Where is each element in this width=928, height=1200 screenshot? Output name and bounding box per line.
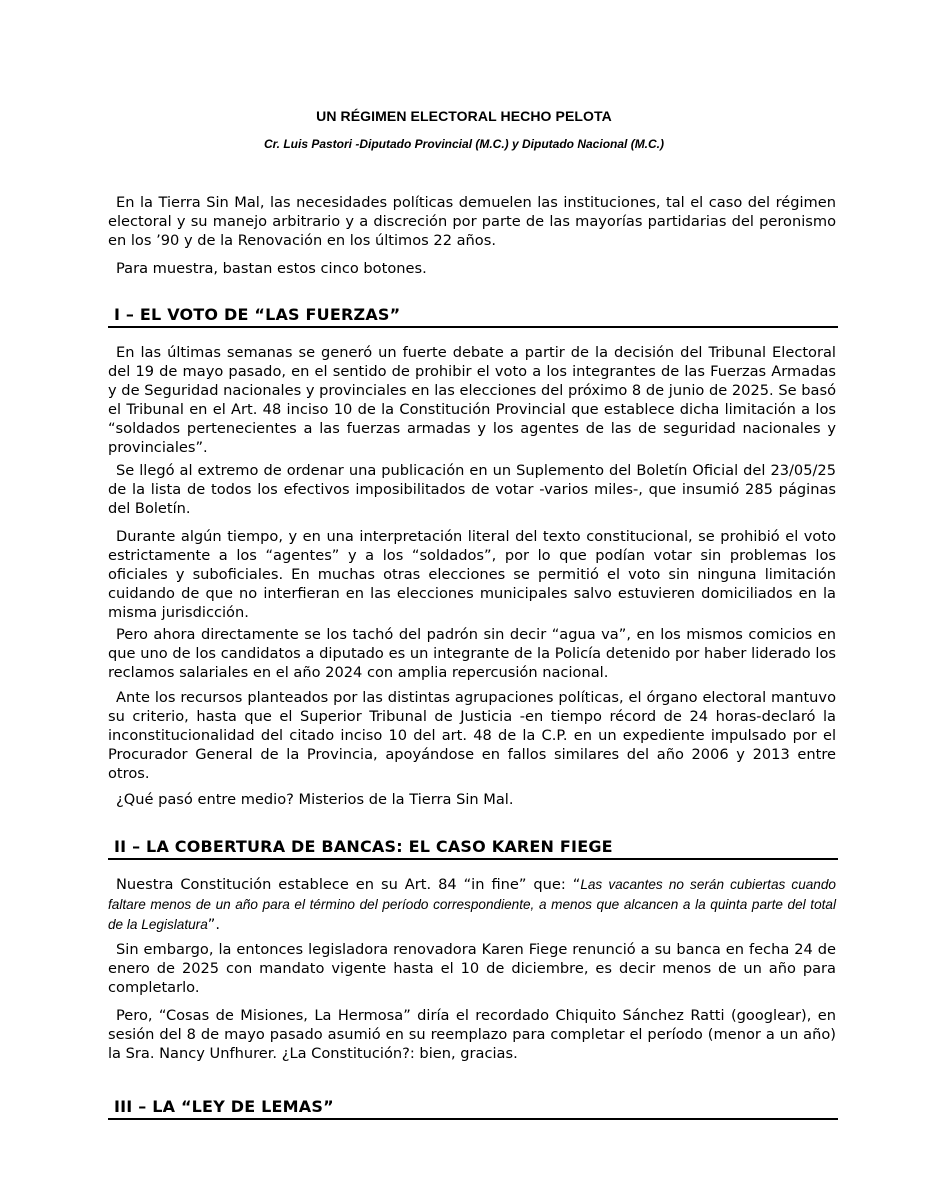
intro-paragraph-1: En la Tierra Sin Mal, las necesidades políticas demuelen las instituciones, tal el caso del régimen electoral y su manejo arbitrario y a discreción por parte de las mayorías partidarias del peronismo en los ’90 y de la Renovación en los últimos 22 años.	[108, 194, 836, 249]
section-2-paragraph-3: Pero, “Cosas de Misiones, La Hermosa” diría el recordado Chiquito Sánchez Ratti (googlear), en sesión del 8 de mayo pasado asumió en su reemplazo para completar el período (menor a un año) la Sra. Nancy Unfhurer. ¿La Constitución?: bien, gracias.	[108, 1007, 836, 1062]
section-2-paragraph-1	[108, 875, 836, 935]
section-1-paragraph-4: Pero ahora directamente se los tachó del padrón sin decir “agua va”, en los mismos comicios en que uno de los candidatos a diputado es un integrante de la Policía detenido por haber liderado los reclamos salariales en el año 2024 con amplia repercusión nacional.	[108, 626, 836, 681]
document-title: UN RÉGIMEN ELECTORAL HECHO PELOTA	[316, 108, 612, 124]
section-2-rule	[108, 858, 838, 860]
section-1-rule	[108, 326, 838, 328]
section-1-paragraph-3: Durante algún tiempo, y en una interpretación literal del texto constitucional, se prohibió el voto estrictamente a los “agentes” y a los “soldados”, por lo que podían votar sin problemas los oficiales y suboficiales. En muchas otras elecciones se permitió el voto sin ninguna limitación cuidando de que no interfieran en las elecciones municipales salvo estuvieren domiciliados en la misma jurisdicción.	[108, 528, 836, 621]
section-2-quote-close: ”.	[207, 916, 220, 933]
section-2-paragraph-2: Sin embargo, la entonces legisladora renovadora Karen Fiege renunció a su banca en fecha 24 de enero de 2025 con mandato vigente hasta el 10 de diciembre, es decir menos de un año para completarlo.	[108, 941, 836, 996]
section-2-lead-text: Nuestra Constitución establece en su Art. 84 “in fine” que: “	[116, 876, 581, 893]
section-1-paragraph-2: Se llegó al extremo de ordenar una publicación en un Suplemento del Boletín Oficial del 23/05/25 de la lista de todos los efectivos imposibilitados de votar -varios miles-, que insumió 285 páginas del Boletín.	[108, 462, 836, 517]
section-2-heading: II – LA COBERTURA DE BANCAS: EL CASO KAREN FIEGE	[114, 837, 613, 856]
section-3-rule	[108, 1118, 838, 1120]
section-1-paragraph-1: En las últimas semanas se generó un fuerte debate a partir de la decisión del Tribunal Electoral del 19 de mayo pasado, en el sentido de prohibir el voto a los integrantes de las Fuerzas Armadas y de Seguridad nacionales y provinciales en las elecciones del próximo 8 de junio de 2025. Se basó el Tribunal en el Art. 48 inciso 10 de la Constitución Provincial que establece dicha limitación a los “soldados pertenecientes a las fuerzas armadas y los agentes de las de seguridad nacionales y provinciales”.	[108, 344, 836, 456]
section-1-paragraph-5: Ante los recursos planteados por las distintas agrupaciones políticas, el órgano electoral mantuvo su criterio, hasta que el Superior Tribunal de Justicia -en tiempo récord de 24 horas-declaró la inconstitucionalidad del citado inciso 10 del art. 48 de la C.P. en un expediente impulsado por el Procurador General de la Provincia, apoyándose en fallos similares del año 2006 y 2013 entre otros.	[108, 689, 836, 782]
constitution-quote: Las vacantes no serán cubiertas cuando faltare menos de un año para el término del período correspondiente, a menos que alcancen a la quinta parte del total de la Legislatura	[108, 877, 836, 932]
document-subtitle: Cr. Luis Pastori -Diputado Provincial (M.C.) y Diputado Nacional (M.C.)	[263, 137, 665, 151]
intro-paragraph-2: Para muestra, bastan estos cinco botones.	[116, 260, 427, 277]
section-1-paragraph-6: ¿Qué pasó entre medio? Misterios de la Tierra Sin Mal.	[116, 791, 514, 808]
section-3-heading: III – LA “LEY DE LEMAS”	[114, 1097, 334, 1116]
section-1-heading: I – EL VOTO DE “LAS FUERZAS”	[114, 305, 401, 324]
